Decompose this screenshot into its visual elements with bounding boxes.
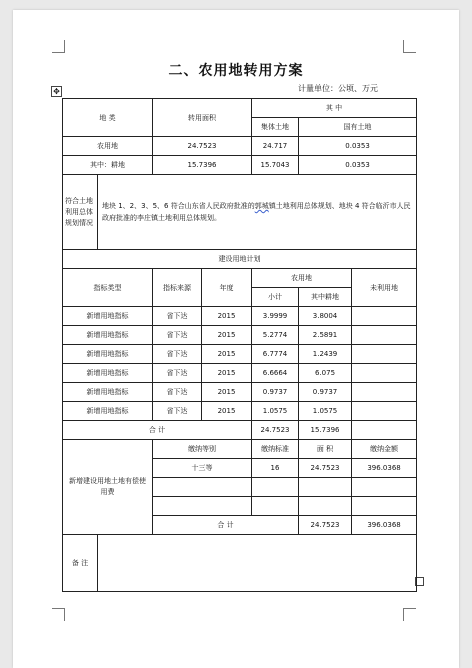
table-row xyxy=(63,402,417,421)
fee-header-standard: 缴纳标准 xyxy=(252,440,299,459)
plan-xiaoji: 1.0575 xyxy=(252,402,299,421)
fee-standard xyxy=(252,478,299,497)
fuhe-text-before: 地块 1、2、3、5、6 符合山东省人民政府批准的 xyxy=(102,202,255,210)
plan-type: 新增用地指标 xyxy=(63,345,153,364)
land-conversion-table xyxy=(62,98,417,592)
fee-total-area: 24.7523 xyxy=(299,516,352,535)
fee-header-amount: 缴纳金额 xyxy=(352,440,417,459)
plan-gengdi: 1.2439 xyxy=(299,345,352,364)
table-row xyxy=(63,307,417,326)
table-move-handle-icon[interactable]: ✥ xyxy=(51,86,62,97)
fuhe-text-after: 镇土地利用总体规划、地块 4 符合临沂市人民政府批准的李庄镇土地利用总体规划。 xyxy=(102,202,411,222)
header-qi-zhong: 其 中 xyxy=(252,99,417,118)
plan-xiaoji: 0.9737 xyxy=(252,383,299,402)
row-label: 农用地 xyxy=(63,137,153,156)
plan-xiaoji: 3.9999 xyxy=(252,307,299,326)
fee-label: 新增建设用地土地有偿使用费 xyxy=(63,440,153,535)
fee-header-area: 面 积 xyxy=(299,440,352,459)
plan-total-xiaoji: 24.7523 xyxy=(252,421,299,440)
plan-source: 省下达 xyxy=(153,326,202,345)
plan-gengdi: 0.9737 xyxy=(299,383,352,402)
row-area: 24.7523 xyxy=(153,137,252,156)
fee-amount: 396.0368 xyxy=(352,459,417,478)
table-row xyxy=(63,137,417,156)
header-jiti: 集体土地 xyxy=(252,118,299,137)
plan-gengdi: 3.8004 xyxy=(299,307,352,326)
fee-amount xyxy=(352,497,417,516)
plan-header-source: 指标来源 xyxy=(153,269,202,307)
row-area: 15.7396 xyxy=(153,156,252,175)
plan-gengdi: 6.075 xyxy=(299,364,352,383)
row-label: 其中：耕地 xyxy=(63,156,153,175)
fee-total-amount: 396.0368 xyxy=(352,516,417,535)
fee-area xyxy=(299,497,352,516)
plan-weili xyxy=(352,402,417,421)
plan-type: 新增用地指标 xyxy=(63,364,153,383)
plan-year: 2015 xyxy=(202,345,252,364)
plan-total-label: 合 计 xyxy=(63,421,252,440)
plan-year: 2015 xyxy=(202,364,252,383)
plan-type: 新增用地指标 xyxy=(63,326,153,345)
plan-year: 2015 xyxy=(202,307,252,326)
fuhe-text-marked: 郭城 xyxy=(254,202,269,210)
row-jiti: 24.717 xyxy=(252,137,299,156)
unit-label: 计量单位：公顷、万元 xyxy=(298,84,378,93)
plan-header-nongyong: 农用地 xyxy=(252,269,352,288)
crop-mark-bottom-right xyxy=(403,608,416,621)
plan-year: 2015 xyxy=(202,383,252,402)
plan-header-year: 年度 xyxy=(202,269,252,307)
plan-weili xyxy=(352,383,417,402)
plan-gengdi: 2.5891 xyxy=(299,326,352,345)
plan-weili xyxy=(352,345,417,364)
plan-weili xyxy=(352,364,417,383)
plan-title: 建设用地计划 xyxy=(63,250,417,269)
fee-grade: 十三等 xyxy=(153,459,252,478)
plan-total-weili xyxy=(352,421,417,440)
table-row xyxy=(63,345,417,364)
plan-header-weili: 未利用地 xyxy=(352,269,417,307)
plan-type: 新增用地指标 xyxy=(63,383,153,402)
plan-year: 2015 xyxy=(202,326,252,345)
plan-total-gengdi: 15.7396 xyxy=(299,421,352,440)
plan-year: 2015 xyxy=(202,402,252,421)
crop-mark-bottom-left xyxy=(52,608,65,621)
plan-header-xiaoji: 小计 xyxy=(252,288,299,307)
plan-weili xyxy=(352,326,417,345)
fee-grade xyxy=(153,478,252,497)
fee-standard xyxy=(252,497,299,516)
plan-total-row xyxy=(63,421,417,440)
row-guoyou: 0.0353 xyxy=(299,137,417,156)
plan-source: 省下达 xyxy=(153,364,202,383)
plan-source: 省下达 xyxy=(153,383,202,402)
plan-source: 省下达 xyxy=(153,307,202,326)
fee-area: 24.7523 xyxy=(299,459,352,478)
fuhe-label: 符合土地利用总体规划情况 xyxy=(63,175,98,250)
document-title: 二、农用地转用方案 xyxy=(168,63,304,79)
plan-type: 新增用地指标 xyxy=(63,402,153,421)
plan-xiaoji: 5.2774 xyxy=(252,326,299,345)
plan-xiaoji: 6.6664 xyxy=(252,364,299,383)
note-label: 备 注 xyxy=(63,535,98,592)
plan-gengdi: 1.0575 xyxy=(299,402,352,421)
plan-header-type: 指标类型 xyxy=(63,269,153,307)
fee-grade xyxy=(153,497,252,516)
table-row xyxy=(63,383,417,402)
crop-mark-top-right xyxy=(403,40,416,53)
table-row xyxy=(63,326,417,345)
header-guoyou: 国有土地 xyxy=(299,118,417,137)
fuhe-text xyxy=(98,175,417,250)
header-zhuanyong-area: 转用面积 xyxy=(153,99,252,137)
row-jiti: 15.7043 xyxy=(252,156,299,175)
fee-header-grade: 缴纳等别 xyxy=(153,440,252,459)
plan-source: 省下达 xyxy=(153,402,202,421)
note-content[interactable] xyxy=(98,535,417,592)
fee-standard: 16 xyxy=(252,459,299,478)
fee-total-label: 合 计 xyxy=(153,516,299,535)
fee-amount xyxy=(352,478,417,497)
plan-source: 省下达 xyxy=(153,345,202,364)
header-di-lei: 地 类 xyxy=(63,99,153,137)
table-row xyxy=(63,364,417,383)
plan-weili xyxy=(352,307,417,326)
crop-mark-top-left xyxy=(52,40,65,53)
plan-type: 新增用地指标 xyxy=(63,307,153,326)
plan-xiaoji: 6.7774 xyxy=(252,345,299,364)
plan-header-gengdi: 其中耕地 xyxy=(299,288,352,307)
row-guoyou: 0.0353 xyxy=(299,156,417,175)
fee-area xyxy=(299,478,352,497)
table-row xyxy=(63,156,417,175)
